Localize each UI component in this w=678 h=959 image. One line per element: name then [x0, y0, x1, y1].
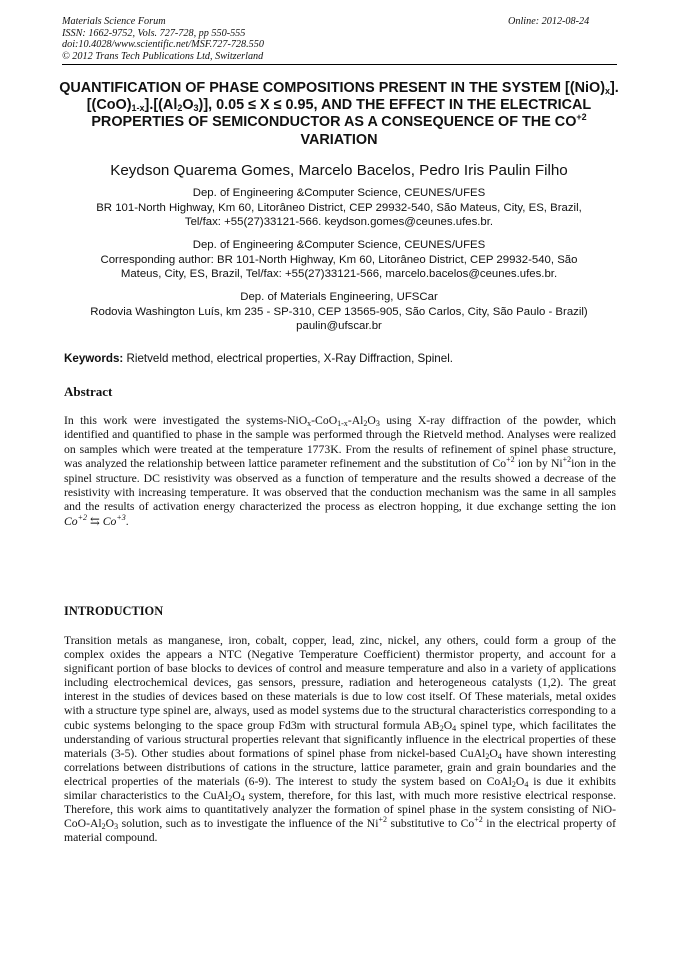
online-date: Online: 2012-08-24 — [508, 16, 590, 27]
affiliation-line: Tel/fax: +55(27)33121-566. keydson.gomes@ceunes.ufes.br. — [184, 216, 494, 229]
affiliation-3 — [48, 290, 630, 334]
paper-title: QUANTIFICATION OF PHASE COMPOSITIONS PRESENT IN THE SYSTEM $[(NiO)_x].[(CoO)_{1-x}].[(Al_2O_3)]$, 0.05 ≤ X ≤ 0.95, AND THE EFFECT IN THE ELECTRICAL PROPERTIES OF SEMICONDUCTOR AS A CONSEQUENCE OF THE $CO^{+2}$ VARIATION — [59, 80, 619, 148]
affiliation-line: Corresponding author: BR 101-North Highway, Km 60, Litorâneo District, CEP 29932-540, São — [100, 253, 578, 266]
affiliation-1 — [48, 186, 630, 230]
journal-header — [62, 16, 264, 62]
issn-line: ISSN: 1662-9752, Vols. 727-728, pp 550-555 — [62, 27, 246, 39]
authors: Keydson Quarema Gomes, Marcelo Bacelos, Pedro Iris Paulin Filho — [110, 162, 568, 179]
abstract-heading: Abstract — [64, 384, 113, 399]
keywords-text: Rietveld method, electrical properties, X-Ray Diffraction, Spinel. — [123, 352, 453, 365]
keywords-label: Keywords: — [64, 352, 124, 365]
introduction-text: Transition metals as manganese, iron, cobalt, copper, lead, zinc, nickel, any others, could form a group of the complex oxides the appears a NTC (Negative Temperature Coefficient) thermistor property, and account for a significant portion of base blocks to devices of control and measure temperature and also in a variety of applications including electrochemical devices, gas sensors, pressure, radiation and heterogeneous catalysts (1,2). The great interest in the studies of devices based on these materials is due to low cost itself. Of These materials, metal oxides with a structure type spinel are, always, used as model systems due to the structural characteristics corresponding to a cubic systems belonging to the space group Fd3m with structural formula $AB_2O_4$ spinel type, which facilitates the understanding of various structural properties relevant that significantly influence in the electrical properties of these materials (3-5). Other studies about formations of spinel phase from nickel-based $CuAl_2O_4$ have shown interesting correlations between distributions of cations in the structure, lattice parameter, grain and grain boundaries and the electrical properties of the materials (6-9). The interest to study the system based on $CoAl_2O_4$ is due it exhibits similar characteristics to the $CuAl_2O_4$ system, therefore, for this last, with much more resistive electrical response. Therefore, this work aims to quantitatively analyzer the formation of spinel phase in the system consisting of NiO-$CoO-Al_2O_3$ solution, such as to investigate the influence of the $Ni^{+2}$ substitutive to $Co^{+2}$ in the electrical property of material compound. — [64, 634, 616, 845]
affiliation-line: BR 101-North Highway, Km 60, Litorâneo District, CEP 29932-540, São Mateus, City, ES, Brazil, — [96, 201, 582, 214]
introduction-heading: INTRODUCTION — [64, 604, 164, 618]
affiliation-2 — [48, 238, 630, 282]
ion-exchange-equation: $Co^{+2}$ ⇆ $Co^{+3}$ — [64, 512, 126, 528]
abstract-text: In this work were investigated the systems-$NiO_x-CoO_{1-x}-Al_2O_3$ using X-ray diffraction of the powder, which identified and quantified to phase in the sample was performed through the Rietveld method. Analyses were realized on samples which were treated at the temperature 1773K. From the results of refinement of spinel phase structure, was analyzed the relationship between lattice parameter refinement and the substitution of $Co^{+2}$ ion by $Ni^{+2}ion$ in the spinel structure. DC resistivity was observed as a function of temperature and the results showed a decrease of the resistivity with increasing temperature. It was observed that the conduction mechanism was the same in all samples and the results of activation energy characterized the process as electron hopping, it due exchange setting the ion $Co^{+2}$ ⇆ $Co^{+3}$. — [64, 414, 616, 528]
keywords — [64, 352, 453, 365]
affiliation-line: Mateus, City, ES, Brazil, Tel/fax: +55(27)33121-566, marcelo.bacelos@ceunes.ufes.br. — [120, 268, 558, 281]
affiliation-line: Dep. of Engineering &Computer Science, CEUNES/UFES — [192, 187, 486, 199]
affiliation-line: Dep. of Engineering &Computer Science, CEUNES/UFES — [192, 239, 486, 251]
copyright-line: © 2012 Trans Tech Publications Ltd, Switzerland — [62, 50, 264, 62]
affiliation-line: paulin@ufscar.br — [296, 320, 382, 333]
doi-line: doi:10.4028/www.scientific.net/MSF.727-728.550 — [62, 39, 264, 51]
affiliation-line: Dep. of Materials Engineering, UFSCar — [240, 291, 438, 303]
header-rule — [62, 64, 617, 65]
affiliation-line: Rodovia Washington Luís, km 235 - SP-310, CEP 13565-905, São Carlos, City, São Paulo - Brazil) — [90, 305, 588, 318]
journal-name: Materials Science Forum — [62, 16, 166, 27]
